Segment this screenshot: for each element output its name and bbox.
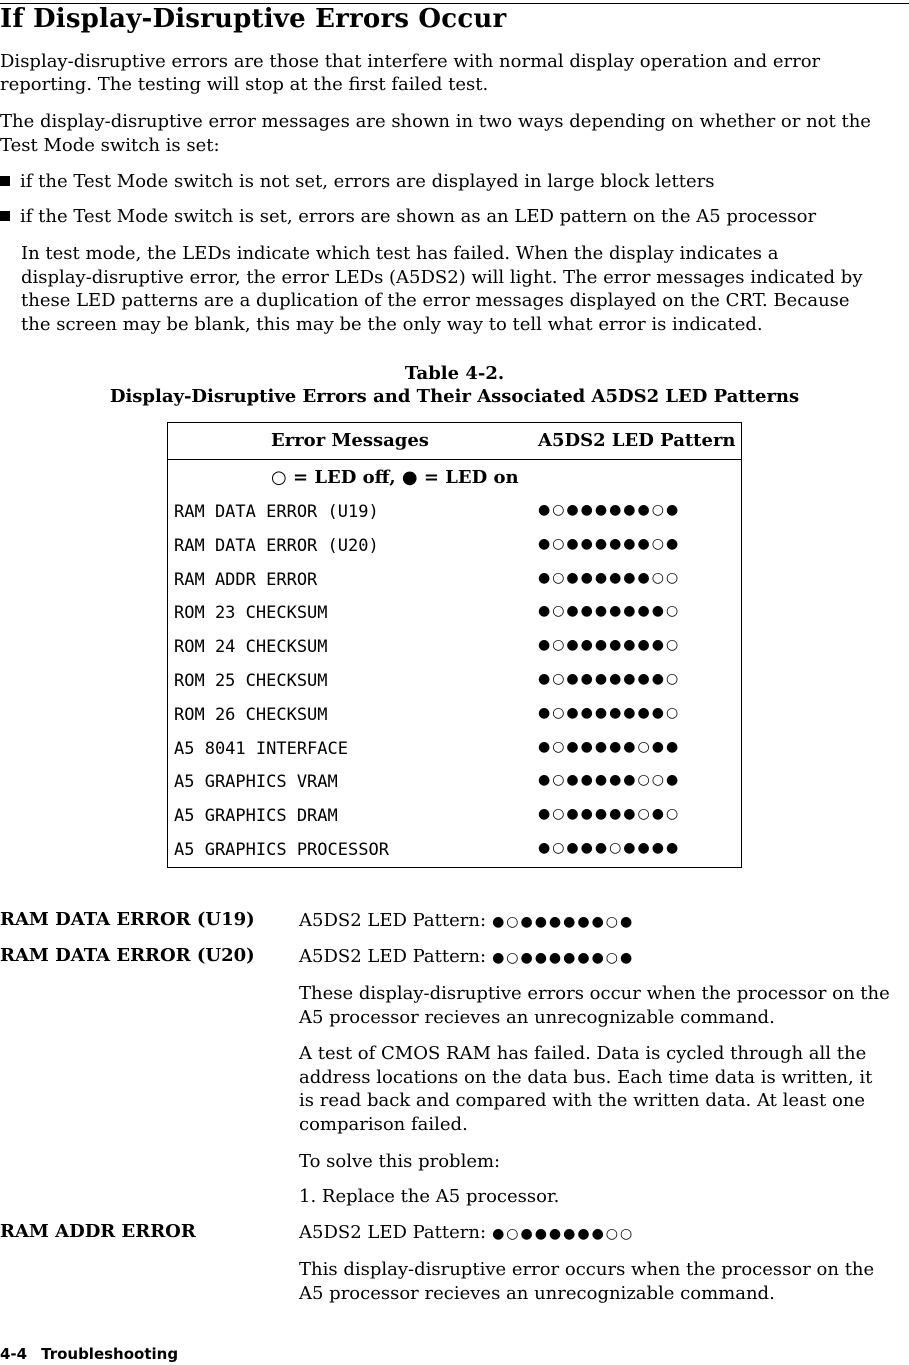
text-line: Display-disruptive errors are those that interfere with normal display operation and error xyxy=(0,51,821,72)
bullet-item xyxy=(0,170,714,194)
table-number: Table 4-2. xyxy=(404,363,505,384)
text-line: A test of CMOS RAM has failed. Data is cycled through all the xyxy=(299,1043,867,1064)
table-title: Display-Disruptive Errors and Their Associated A5DS2 LED Patterns xyxy=(109,386,800,407)
error-message: ROM 26 CHECKSUM xyxy=(174,704,328,725)
led-pattern: ●○●●●●●●○● xyxy=(538,535,681,552)
definition-led-line xyxy=(299,945,634,971)
led-pattern: ●○●●●●●●●○ xyxy=(538,671,681,687)
table-row xyxy=(168,502,741,532)
error-message: ROM 25 CHECKSUM xyxy=(174,671,328,691)
definition-led-line xyxy=(299,909,634,935)
section-name: Troubleshooting xyxy=(41,1345,179,1363)
bullet-text: if the Test Mode switch is not set, errors are displayed in large block letters xyxy=(20,171,715,192)
table-row xyxy=(168,806,741,836)
square-bullet-icon xyxy=(0,211,10,221)
led-label: A5DS2 LED Pattern: xyxy=(299,910,487,931)
solve-heading: To solve this problem: xyxy=(299,1151,501,1172)
text-line: reporting. The testing will stop at the first failed test. xyxy=(0,74,489,95)
led-pattern: ●○●●●●●●○● xyxy=(492,914,635,930)
error-message: A5 GRAPHICS DRAM xyxy=(174,806,338,827)
error-message: A5 8041 INTERFACE xyxy=(174,738,348,759)
table-row xyxy=(168,603,741,633)
led-pattern: ●○●●●●●●●○ xyxy=(538,603,681,620)
text-line: Test Mode switch is set: xyxy=(0,135,220,156)
led-pattern: ●○●●●●●●○○ xyxy=(538,569,681,586)
term-ram-data-error-u20: RAM DATA ERROR (U20) xyxy=(0,945,255,966)
error-message: ROM 24 CHECKSUM xyxy=(174,637,328,658)
led-label: A5DS2 LED Pattern: xyxy=(299,1222,487,1243)
text-line: comparison failed. xyxy=(299,1114,468,1135)
led-pattern: ●○●●●●●●●○ xyxy=(538,637,681,654)
error-message: ROM 23 CHECKSUM xyxy=(174,603,328,624)
definition-led-line xyxy=(299,1221,634,1247)
led-pattern: ●○●●●●●○●○ xyxy=(538,806,681,823)
led-pattern: ●○●●●●●●○● xyxy=(538,502,681,518)
text-line: display-disruptive error, the error LEDs (A5DS2) will light. The error messages indicated by xyxy=(21,267,863,288)
error-message: RAM DATA ERROR (U20) xyxy=(174,535,379,556)
text-line: the screen may be blank, this may be the only way to tell what error is indicated. xyxy=(21,314,763,335)
term-ram-addr-error: RAM ADDR ERROR xyxy=(0,1221,196,1242)
led-pattern-table xyxy=(167,422,742,868)
table-row xyxy=(168,772,741,802)
led-pattern: ●○●●●○●●●● xyxy=(538,840,681,856)
table-row xyxy=(168,671,741,701)
header-divider xyxy=(168,459,741,460)
error-message: A5 GRAPHICS VRAM xyxy=(174,772,338,793)
page-footer xyxy=(0,1345,192,1363)
text-line: This display-disruptive error occurs when the processor on the xyxy=(299,1259,875,1280)
error-message: A5 GRAPHICS PROCESSOR xyxy=(174,840,389,860)
text-line: A5 processor recieves an unrecognizable command. xyxy=(299,1283,775,1304)
solve-step: 1. Replace the A5 processor. xyxy=(299,1186,560,1207)
table-row xyxy=(168,705,741,735)
error-message: RAM ADDR ERROR xyxy=(174,569,318,590)
led-pattern: ●○●●●●●○●● xyxy=(538,738,681,755)
table-row xyxy=(168,570,741,600)
text-line: These display-disruptive errors occur when the processor on the xyxy=(299,983,890,1004)
text-line: is read back and compared with the written data. At least one xyxy=(299,1090,866,1111)
led-legend: ○ = LED off, ● = LED on xyxy=(271,467,519,488)
table-row xyxy=(168,840,741,870)
bullet-text: if the Test Mode switch is set, errors are shown as an LED pattern on the A5 processor xyxy=(20,206,817,227)
led-pattern: ●○●●●●●●●○ xyxy=(538,704,681,721)
table-row xyxy=(168,536,741,566)
text-line: address locations on the data bus. Each time data is written, it xyxy=(299,1067,873,1088)
page-heading: If Display-Disruptive Errors Occur xyxy=(0,4,507,34)
text-line: In test mode, the LEDs indicate which test has failed. When the display indicates a xyxy=(21,243,779,264)
table-row xyxy=(168,637,741,667)
led-pattern: ●○●●●●●●○● xyxy=(492,950,635,966)
led-pattern: ●○●●●●●○○● xyxy=(538,772,681,789)
text-line: A5 processor recieves an unrecognizable command. xyxy=(299,1007,775,1028)
term-ram-data-error-u19: RAM DATA ERROR (U19) xyxy=(0,909,255,930)
table-row xyxy=(168,739,741,769)
text-line: The display-disruptive error messages are shown in two ways depending on whether or not the xyxy=(0,111,871,132)
page-number: 4-4 xyxy=(0,1345,28,1363)
column-header-messages: Error Messages xyxy=(271,430,429,451)
error-message: RAM DATA ERROR (U19) xyxy=(174,502,379,522)
led-label: A5DS2 LED Pattern: xyxy=(299,946,487,967)
square-bullet-icon xyxy=(0,176,10,186)
led-pattern: ●○●●●●●●○○ xyxy=(492,1226,635,1242)
column-header-pattern: A5DS2 LED Pattern xyxy=(538,430,736,451)
text-line: these LED patterns are a duplication of the error messages displayed on the CRT. Because xyxy=(21,290,850,311)
bullet-item xyxy=(0,205,816,229)
